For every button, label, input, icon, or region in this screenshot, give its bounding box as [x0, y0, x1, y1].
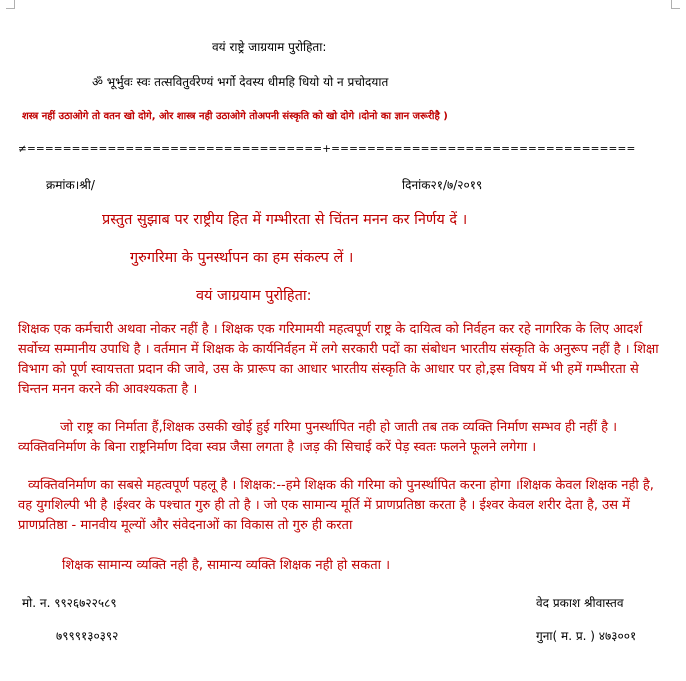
page-corner-mark-right: [671, 0, 680, 9]
header-slogan: शस्त्र नहीं उठाओगे तो वतन खो दोगे, ओर शास्त्र नही उठाओगे तोअपनी संस्कृति को खो दोगे ।दोनो का ज्ञान जरूरीहै ): [22, 111, 448, 122]
heading-resolve: गुरुगरिमा के पुनर्स्थापन का हम संकल्प लें ।: [130, 250, 354, 266]
body-paragraph-3: व्यक्तिवनिर्माण का सबसे महत्वपूर्ण पहलू है । शिक्षक:--हमे शिक्षक की गरिमा को पुनर्स्थापित करना होगा ।शिक्षक केवल शिक्षक नही है, वह युगशिल्पी भी है ।ईश्वर के पश्चात गुरु ही तो है । जो एक सामान्य मूर्ति में प्राणप्रतिष्ठा करता है । ईश्वर केवल शरीर देता है, उस में प्राणप्रतिष्ठा - मानवीय मूल्यों और संवेदनाओं का विकास तो गुरु ही करता: [18, 478, 654, 533]
body-paragraph-2: जो राष्ट्र का निर्माता हैं,शिक्षक उसकी खोई हुई गरिमा पुनर्स्थापित नही हो जाती तब तक व्यक्ति निर्माण सम्भव ही नहीं है ।व्यक्तिवनिर्माण के बिना राष्ट्रनिर्माण दिवा स्वप्न जैसा लगता है ।जड़ की सिचाई करें पेड़ स्वतः फलने फूलने लगेगा ।: [18, 420, 618, 455]
page-corner-mark-left: [6, 0, 15, 9]
reference-number: क्रमांक।श्री/: [46, 178, 95, 192]
mobile-number: मो. न. ९९२६७२२५८९: [22, 596, 117, 610]
heading-motto: वयं जाग्रयाम पुरोहिता:: [196, 288, 312, 304]
closing-statement: शिक्षक सामान्य व्यक्ति नही है, सामान्य व्यक्ति शिक्षक नही हो सकता ।: [62, 558, 391, 573]
letter-date: दिनांक२१/७/२०१९: [402, 178, 483, 192]
author-name: वेद प्रकाश श्रीवास्तव: [536, 596, 624, 610]
header-mantra: ॐ भूर्भुवः स्वः तत्सवितुर्वरेण्यं भर्गो देवस्य धीमहि धियो यो न प्रचोदयात: [92, 75, 389, 89]
body-paragraph-1: शिक्षक एक कर्मचारी अथवा नोकर नहीं है । शिक्षक एक गरिमामयी महत्वपूर्ण राष्ट्र के दायित्व को निर्वहन कर रहे नागरिक के लिए आदर्श सर्वोच्य सम्मानीय उपाधि है । वर्तमान में शिक्षक के कार्यनिर्वहन में लगे सरकारी पदों का संबोधन भारतीय संस्कृति के अनुरूप नहीं है । शिक्षा विभाग को पूर्ण स्वायत्तता प्रदान की जावे, उस के प्रारूप का आधार भारतीय संस्कृति के आधार पर हो,इस विषय में भी हमें गम्भीरता से चिन्तन मनन करने की आवश्यकता है ।: [18, 322, 659, 397]
heading-appeal: प्रस्तुत सुझाब पर राष्ट्रीय हित में गम्भीरता से चिंतन मनन कर निर्णय दें ।: [102, 212, 468, 228]
separator-line: ≠=================================+==================================: [18, 143, 636, 155]
header-motto: वयं राष्ट्रे जाग्रयाम पुरोहिता:: [212, 40, 327, 54]
mobile-number-alt: ७९९९१३०३९२: [56, 629, 119, 643]
author-address: गुना( म. प्र. ) ४७३००१: [536, 629, 637, 643]
